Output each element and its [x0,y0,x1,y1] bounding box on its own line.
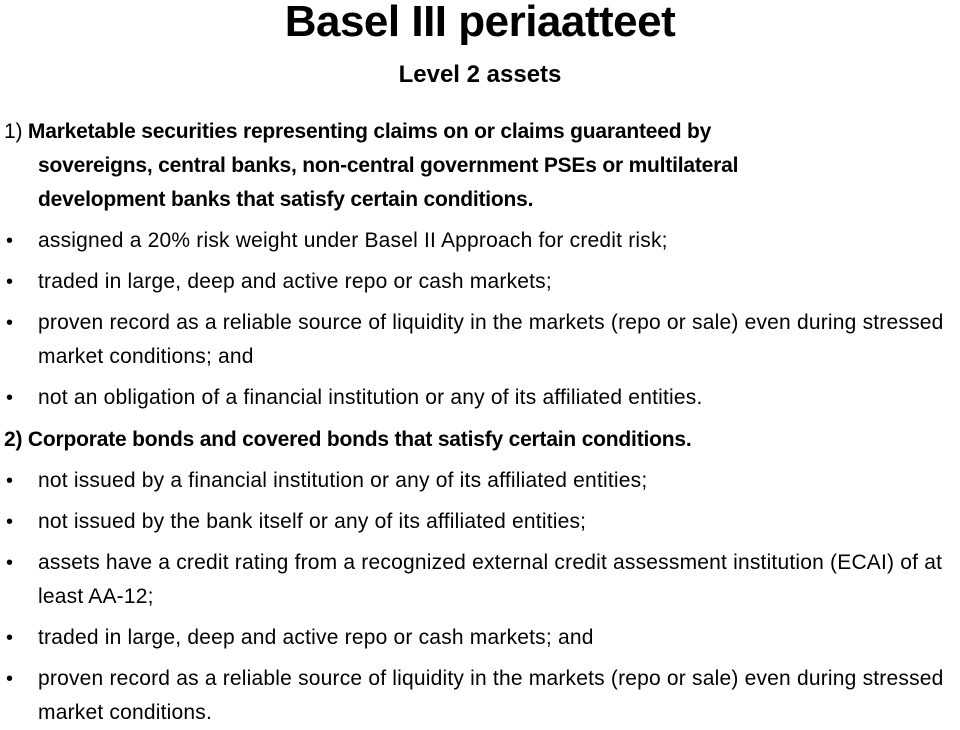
section-1-bullet-list [4,224,958,415]
bullet-text: assets have a credit rating from a recognized external credit assessment institution (ECAI) of at least AA-12; [38,551,943,608]
bullet-item [4,505,958,539]
section-1-heading [4,115,958,217]
section-1-heading-line-1: Marketable securities representing claims on or claims guaranteed by [27,120,712,143]
bullet-text: proven record as a reliable source of liquidity in the markets (repo or sale) even during stressed market conditions; and [38,311,944,368]
bullet-icon: • [6,668,14,690]
section-2-bullet-list [4,464,958,730]
bullet-icon: • [6,387,14,409]
bullet-icon: • [6,271,14,293]
bullet-item [4,306,958,374]
bullet-icon: • [6,230,14,252]
bullet-icon: • [6,627,14,649]
bullet-icon: • [6,470,14,492]
section-1 [4,115,958,415]
bullet-text: not issued by the bank itself or any of its affiliated entities; [38,510,587,533]
bullet-item [4,224,958,258]
bullet-item [4,381,958,415]
section-1-number: 1) [4,120,23,143]
section-1-heading-line-3: development banks that satisfy certain conditions. [38,188,534,211]
slide-content [4,115,958,730]
slide-title: Basel III periaatteet [284,0,676,46]
bullet-icon: • [6,312,14,334]
bullet-icon: • [6,552,14,574]
bullet-icon: • [6,511,14,533]
section-2-number: 2) [4,428,23,451]
section-2-heading [4,423,958,457]
bullet-item [4,265,958,299]
bullet-item [4,662,958,730]
bullet-item [4,621,958,655]
bullet-text: traded in large, deep and active repo or cash markets; [38,270,552,293]
section-2 [4,423,958,730]
bullet-text: traded in large, deep and active repo or cash markets; and [38,626,594,649]
bullet-text: not issued by a financial institution or any of its affiliated entities; [38,469,648,492]
bullet-item [4,464,958,498]
bullet-item [4,546,958,614]
bullet-text: assigned a 20% risk weight under Basel II Approach for credit risk; [38,229,668,252]
slide-subtitle: Level 2 assets [398,61,562,88]
bullet-text: not an obligation of a financial institution or any of its affiliated entities. [38,386,703,409]
bullet-text: proven record as a reliable source of liquidity in the markets (repo or sale) even during stressed market conditions. [38,667,944,724]
section-2-heading-text: Corporate bonds and covered bonds that satisfy certain conditions. [27,428,692,451]
section-1-heading-line-2: sovereigns, central banks, non-central government PSEs or multilateral [38,154,739,177]
